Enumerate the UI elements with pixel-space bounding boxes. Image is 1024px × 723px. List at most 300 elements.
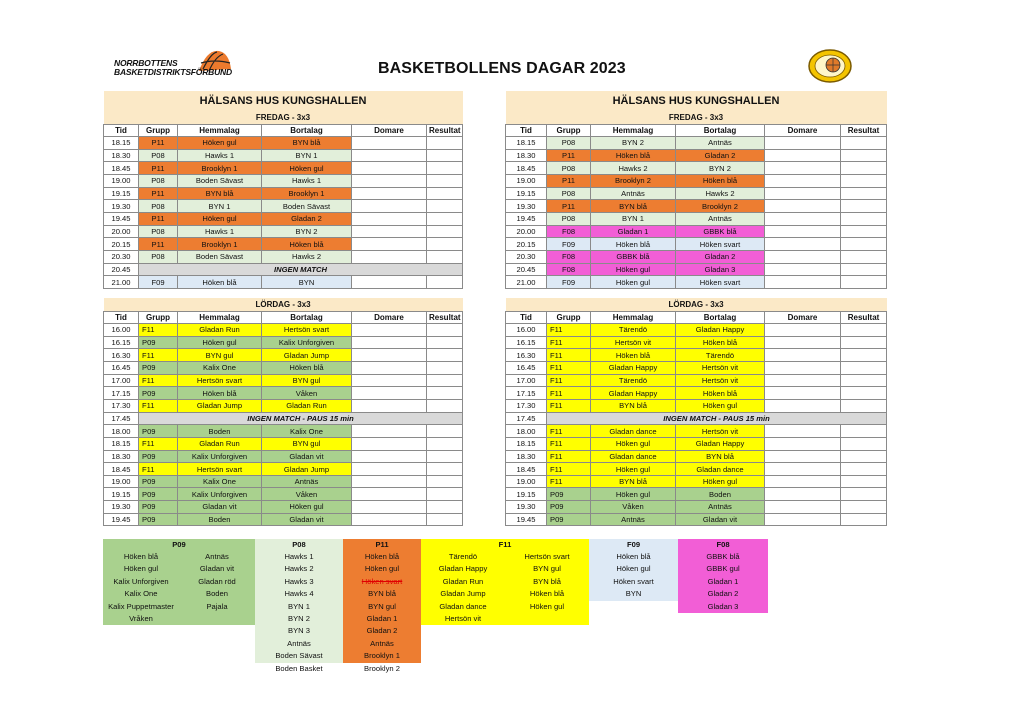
away-team-cell: Hawks 2	[676, 187, 765, 200]
group-cell: F11	[547, 425, 591, 438]
referee-cell[interactable]	[352, 425, 427, 438]
time-cell: 18.00	[506, 425, 547, 438]
referee-cell[interactable]	[765, 437, 841, 450]
result-cell[interactable]	[841, 425, 887, 438]
away-team-cell: Höken gul	[262, 162, 352, 175]
away-team-cell: Höken blå	[676, 336, 765, 349]
away-team-cell: Brooklyn 2	[676, 200, 765, 213]
referee-cell[interactable]	[765, 276, 841, 289]
result-cell[interactable]	[841, 501, 887, 514]
result-cell[interactable]	[841, 362, 887, 375]
result-cell[interactable]	[841, 437, 887, 450]
column-header: Domare	[765, 311, 841, 324]
match-row	[104, 238, 463, 251]
referee-cell[interactable]	[765, 513, 841, 526]
team-name: BYN 1	[288, 601, 310, 611]
away-team-cell: Antnäs	[676, 137, 765, 150]
referee-cell[interactable]	[352, 374, 427, 387]
time-cell: 18.15	[506, 437, 547, 450]
legend-group-title: F11	[498, 540, 512, 549]
referee-cell[interactable]	[765, 200, 841, 213]
team-name: BYN 2	[288, 613, 310, 623]
result-cell[interactable]	[841, 212, 887, 225]
match-row	[506, 200, 887, 213]
home-team-cell: Gladan dance	[591, 450, 676, 463]
referee-cell[interactable]	[352, 175, 427, 188]
away-team-cell: Gladan Jump	[262, 349, 352, 362]
result-cell[interactable]	[841, 276, 887, 289]
home-team-cell: Hawks 1	[178, 225, 262, 238]
referee-cell[interactable]	[352, 349, 427, 362]
column-header: Tid	[104, 124, 139, 137]
away-team-cell: Antnäs	[676, 501, 765, 514]
away-team-cell: Höken blå	[262, 238, 352, 251]
legend-row	[255, 663, 343, 675]
group-cell: F11	[547, 437, 591, 450]
result-cell[interactable]	[427, 225, 463, 238]
home-team-cell: Boden Sävast	[178, 175, 262, 188]
time-cell: 20.00	[506, 225, 547, 238]
referee-cell[interactable]	[352, 450, 427, 463]
referee-cell[interactable]	[352, 149, 427, 162]
team-name	[505, 613, 589, 625]
legend-row	[343, 551, 421, 563]
match-row	[506, 463, 887, 476]
home-team-cell: BYN 1	[178, 200, 262, 213]
match-row	[104, 324, 463, 337]
referee-cell[interactable]	[765, 175, 841, 188]
result-cell[interactable]	[427, 162, 463, 175]
away-team-cell: Våken	[262, 387, 352, 400]
referee-cell[interactable]	[352, 362, 427, 375]
time-cell: 16.45	[104, 362, 139, 375]
time-cell: 20.15	[506, 238, 547, 251]
result-cell[interactable]	[841, 513, 887, 526]
result-cell[interactable]	[841, 137, 887, 150]
referee-cell[interactable]	[765, 501, 841, 514]
legend-row	[421, 563, 589, 575]
away-team-cell: Hertsön vit	[676, 425, 765, 438]
legend-row	[589, 576, 678, 588]
group-cell: P08	[139, 250, 178, 263]
home-team-cell: Hertsön svart	[178, 463, 262, 476]
referee-cell[interactable]	[765, 225, 841, 238]
result-cell[interactable]	[427, 212, 463, 225]
away-team-cell: BYN gul	[262, 374, 352, 387]
result-cell[interactable]	[841, 238, 887, 251]
group-cell: P08	[139, 149, 178, 162]
group-cell: P11	[139, 137, 178, 150]
column-header: Grupp	[547, 311, 591, 324]
legend-group-title: P11	[375, 540, 389, 549]
referee-cell[interactable]	[765, 187, 841, 200]
result-cell[interactable]	[427, 349, 463, 362]
referee-cell[interactable]	[765, 399, 841, 412]
referee-cell[interactable]	[765, 475, 841, 488]
time-cell: 16.30	[104, 349, 139, 362]
group-cell: F11	[139, 463, 178, 476]
referee-cell[interactable]	[352, 463, 427, 476]
result-cell[interactable]	[841, 187, 887, 200]
referee-cell[interactable]	[352, 250, 427, 263]
group-cell: F11	[547, 387, 591, 400]
result-cell[interactable]	[841, 336, 887, 349]
team-name: Höken gul	[123, 564, 159, 574]
away-team-cell: Brooklyn 1	[262, 187, 352, 200]
time-cell: 19.45	[104, 513, 139, 526]
away-team-cell: Gladan dance	[676, 463, 765, 476]
result-cell[interactable]	[427, 336, 463, 349]
referee-cell[interactable]	[352, 501, 427, 514]
result-cell[interactable]	[427, 425, 463, 438]
time-cell: 19.45	[506, 212, 547, 225]
legend-row	[678, 601, 768, 613]
result-cell[interactable]	[841, 349, 887, 362]
legend-row	[678, 576, 768, 588]
away-team-cell: Hertsön vit	[676, 362, 765, 375]
result-cell[interactable]	[841, 324, 887, 337]
group-cell: P08	[139, 200, 178, 213]
header-row	[104, 311, 463, 324]
legend-row	[678, 588, 768, 600]
referee-cell[interactable]	[352, 387, 427, 400]
team-name: Hawks 2	[284, 564, 314, 574]
team-name: Höken gul	[529, 601, 565, 611]
away-team-cell: Gladan Jump	[262, 463, 352, 476]
home-team-cell: Hertsön vit	[591, 336, 676, 349]
referee-cell[interactable]	[352, 276, 427, 289]
venue-title: HÄLSANS HUS KUNGSHALLEN	[104, 91, 463, 111]
legend-group-f09	[589, 539, 678, 601]
referee-cell[interactable]	[352, 513, 427, 526]
result-cell[interactable]	[841, 374, 887, 387]
legend-row	[255, 563, 343, 575]
away-team-cell: Kalix Unforgiven	[262, 336, 352, 349]
column-header: Hemmalag	[591, 124, 676, 137]
group-cell: P09	[547, 488, 591, 501]
referee-cell[interactable]	[765, 137, 841, 150]
referee-cell[interactable]	[765, 149, 841, 162]
match-row	[104, 488, 463, 501]
referee-cell[interactable]	[765, 238, 841, 251]
home-team-cell: Gladan dance	[591, 425, 676, 438]
legend-row	[678, 551, 768, 563]
referee-cell[interactable]	[765, 463, 841, 476]
referee-cell[interactable]	[765, 374, 841, 387]
header-row	[506, 124, 887, 137]
referee-cell[interactable]	[765, 362, 841, 375]
referee-cell[interactable]	[765, 263, 841, 276]
time-cell: 20.45	[506, 263, 547, 276]
legend-row	[343, 613, 421, 625]
result-cell[interactable]	[841, 475, 887, 488]
away-team-cell: Höken svart	[676, 238, 765, 251]
column-header: Tid	[506, 124, 547, 137]
team-name: Boden	[206, 589, 228, 599]
result-cell[interactable]	[427, 175, 463, 188]
result-cell[interactable]	[841, 463, 887, 476]
match-row	[506, 137, 887, 150]
result-cell[interactable]	[427, 187, 463, 200]
referee-cell[interactable]	[765, 387, 841, 400]
away-team-cell: Antnäs	[676, 212, 765, 225]
legend-row	[343, 576, 421, 588]
group-cell: P08	[139, 225, 178, 238]
match-row	[104, 362, 463, 375]
away-team-cell: Höken gul	[676, 399, 765, 412]
referee-cell[interactable]	[352, 238, 427, 251]
referee-cell[interactable]	[352, 212, 427, 225]
legend-group-title: F09	[626, 540, 641, 549]
away-team-cell: Gladan vit	[676, 513, 765, 526]
result-cell[interactable]	[841, 250, 887, 263]
day-row	[506, 111, 887, 124]
result-cell[interactable]	[427, 513, 463, 526]
day-row	[104, 111, 463, 124]
home-team-cell: Gladan 1	[591, 225, 676, 238]
referee-cell[interactable]	[352, 399, 427, 412]
team-name: Höken gul	[364, 564, 400, 574]
time-cell: 17.45	[104, 412, 139, 425]
legend-row	[103, 601, 255, 613]
referee-cell[interactable]	[352, 336, 427, 349]
away-team-cell: BYN	[262, 276, 352, 289]
home-team-cell: Boden Sävast	[178, 250, 262, 263]
match-row	[506, 387, 887, 400]
team-name: GBBK gul	[706, 564, 740, 574]
away-team-cell: Antnäs	[262, 475, 352, 488]
day-title: LÖRDAG - 3x3	[104, 298, 463, 311]
match-row	[104, 412, 463, 425]
result-cell[interactable]	[427, 463, 463, 476]
home-team-cell: Höken gul	[591, 263, 676, 276]
referee-cell[interactable]	[352, 187, 427, 200]
legend-group-f08	[678, 539, 768, 613]
result-cell[interactable]	[427, 362, 463, 375]
group-cell: F09	[139, 276, 178, 289]
group-cell: F11	[547, 336, 591, 349]
team-name: Höken blå	[123, 552, 159, 561]
time-cell: 21.00	[104, 276, 139, 289]
home-team-cell: Boden	[178, 425, 262, 438]
home-team-cell: BYN 2	[591, 137, 676, 150]
legend-row	[103, 576, 255, 588]
team-name: Hertsön vit	[444, 613, 482, 623]
result-cell[interactable]	[841, 488, 887, 501]
result-cell[interactable]	[841, 225, 887, 238]
match-row	[104, 374, 463, 387]
group-cell: P08	[139, 175, 178, 188]
match-row	[104, 437, 463, 450]
team-name: Tärendö	[448, 552, 478, 561]
team-name: Höken svart	[361, 576, 403, 586]
match-row	[506, 475, 887, 488]
group-cell: P09	[139, 450, 178, 463]
away-team-cell: Höken blå	[676, 175, 765, 188]
time-cell: 20.45	[104, 263, 139, 276]
match-row	[506, 349, 887, 362]
group-cell: P11	[547, 200, 591, 213]
team-name: Antnäs	[370, 638, 394, 648]
time-cell: 18.00	[104, 425, 139, 438]
schedule-saturday-right	[505, 298, 887, 526]
away-team-cell: Höken blå	[676, 387, 765, 400]
time-cell: 16.30	[506, 349, 547, 362]
home-team-cell: Höken blå	[178, 387, 262, 400]
referee-cell[interactable]	[765, 425, 841, 438]
team-name: Pajala	[206, 601, 228, 611]
result-cell[interactable]	[841, 162, 887, 175]
referee-cell[interactable]	[352, 200, 427, 213]
group-cell: P09	[139, 475, 178, 488]
away-team-cell: Hawks 1	[262, 175, 352, 188]
referee-cell[interactable]	[765, 349, 841, 362]
referee-cell[interactable]	[765, 212, 841, 225]
org-name-line1: NORRBOTTENS	[114, 58, 178, 68]
column-header: Tid	[506, 311, 547, 324]
result-cell[interactable]	[841, 175, 887, 188]
team-name: GBBK blå	[706, 552, 740, 561]
match-row	[506, 238, 887, 251]
result-cell[interactable]	[427, 137, 463, 150]
result-cell[interactable]	[427, 387, 463, 400]
match-row	[104, 349, 463, 362]
result-cell[interactable]	[841, 450, 887, 463]
home-team-cell: Höken blå	[178, 276, 262, 289]
no-match-cell: INGEN MATCH - PAUS 15 min	[139, 412, 463, 425]
away-team-cell: Gladan Happy	[676, 437, 765, 450]
result-cell[interactable]	[427, 399, 463, 412]
column-header: Tid	[104, 311, 139, 324]
away-team-cell: Höken blå	[262, 362, 352, 375]
result-cell[interactable]	[427, 488, 463, 501]
group-cell: F09	[547, 276, 591, 289]
group-cell: P11	[139, 162, 178, 175]
home-team-cell: Gladan Jump	[178, 399, 262, 412]
result-cell[interactable]	[427, 437, 463, 450]
group-cell: F08	[547, 250, 591, 263]
column-header: Bortalag	[676, 311, 765, 324]
away-team-cell: GBBK blå	[676, 225, 765, 238]
home-team-cell: Höken blå	[591, 349, 676, 362]
column-header: Domare	[765, 124, 841, 137]
team-name: Gladan 1	[707, 576, 739, 586]
result-cell[interactable]	[841, 399, 887, 412]
match-row	[506, 362, 887, 375]
group-cell: P11	[547, 149, 591, 162]
time-cell: 20.00	[104, 225, 139, 238]
result-cell[interactable]	[841, 387, 887, 400]
group-cell: F11	[139, 324, 178, 337]
referee-cell[interactable]	[352, 475, 427, 488]
match-row	[104, 212, 463, 225]
result-cell[interactable]	[841, 263, 887, 276]
referee-cell[interactable]	[352, 137, 427, 150]
referee-cell[interactable]	[352, 488, 427, 501]
result-cell[interactable]	[427, 501, 463, 514]
group-cell: P09	[547, 513, 591, 526]
venue-title: HÄLSANS HUS KUNGSHALLEN	[506, 91, 887, 111]
team-name: Kalix Puppetmaster	[108, 601, 174, 611]
referee-cell[interactable]	[352, 324, 427, 337]
column-header: Bortalag	[676, 124, 765, 137]
match-row	[506, 225, 887, 238]
away-team-cell: Våken	[262, 488, 352, 501]
away-team-cell: Gladan 2	[676, 250, 765, 263]
legend-row	[589, 551, 678, 563]
legend-row	[255, 601, 343, 613]
match-row	[104, 450, 463, 463]
home-team-cell: Hawks 2	[591, 162, 676, 175]
result-cell[interactable]	[427, 200, 463, 213]
legend-row	[103, 563, 255, 575]
match-row	[506, 263, 887, 276]
result-cell[interactable]	[427, 149, 463, 162]
home-team-cell: BYN gul	[178, 349, 262, 362]
away-team-cell: BYN 2	[676, 162, 765, 175]
referee-cell[interactable]	[765, 162, 841, 175]
referee-cell[interactable]	[352, 162, 427, 175]
result-cell[interactable]	[427, 276, 463, 289]
legend-row	[421, 576, 589, 588]
legend-row	[103, 551, 255, 563]
match-row	[506, 488, 887, 501]
result-cell[interactable]	[427, 250, 463, 263]
away-team-cell: BYN blå	[676, 450, 765, 463]
time-cell: 17.30	[506, 399, 547, 412]
referee-cell[interactable]	[765, 324, 841, 337]
team-name: Gladan Run	[442, 576, 484, 586]
home-team-cell: Höken gul	[178, 336, 262, 349]
result-cell[interactable]	[427, 238, 463, 251]
result-cell[interactable]	[427, 475, 463, 488]
home-team-cell: Gladan Happy	[591, 387, 676, 400]
match-row	[104, 425, 463, 438]
team-name: Hawks 1	[284, 552, 314, 561]
match-row	[104, 387, 463, 400]
away-team-cell: Hawks 2	[262, 250, 352, 263]
referee-cell[interactable]	[352, 225, 427, 238]
column-header: Hemmalag	[591, 311, 676, 324]
away-team-cell: Boden	[676, 488, 765, 501]
group-cell: F11	[547, 475, 591, 488]
home-team-cell: Våken	[591, 501, 676, 514]
result-cell[interactable]	[841, 200, 887, 213]
legend-row	[343, 625, 421, 637]
home-team-cell: Boden	[178, 513, 262, 526]
group-cell: P08	[547, 162, 591, 175]
referee-cell[interactable]	[765, 250, 841, 263]
away-team-cell: Gladan 2	[262, 212, 352, 225]
away-team-cell: Gladan 3	[676, 263, 765, 276]
result-cell[interactable]	[427, 450, 463, 463]
org-name-line2: BASKETDISTRIKTSFÖRBUND	[114, 67, 232, 77]
legend-row	[255, 551, 343, 563]
referee-cell[interactable]	[352, 437, 427, 450]
group-cell: F09	[547, 238, 591, 251]
referee-cell[interactable]	[765, 450, 841, 463]
match-row	[506, 501, 887, 514]
result-cell[interactable]	[841, 149, 887, 162]
result-cell[interactable]	[427, 324, 463, 337]
match-row	[506, 450, 887, 463]
legend-row	[589, 588, 678, 600]
match-row	[506, 175, 887, 188]
schedule-saturday-left	[103, 298, 463, 526]
referee-cell[interactable]	[765, 336, 841, 349]
result-cell[interactable]	[427, 374, 463, 387]
referee-cell[interactable]	[765, 488, 841, 501]
